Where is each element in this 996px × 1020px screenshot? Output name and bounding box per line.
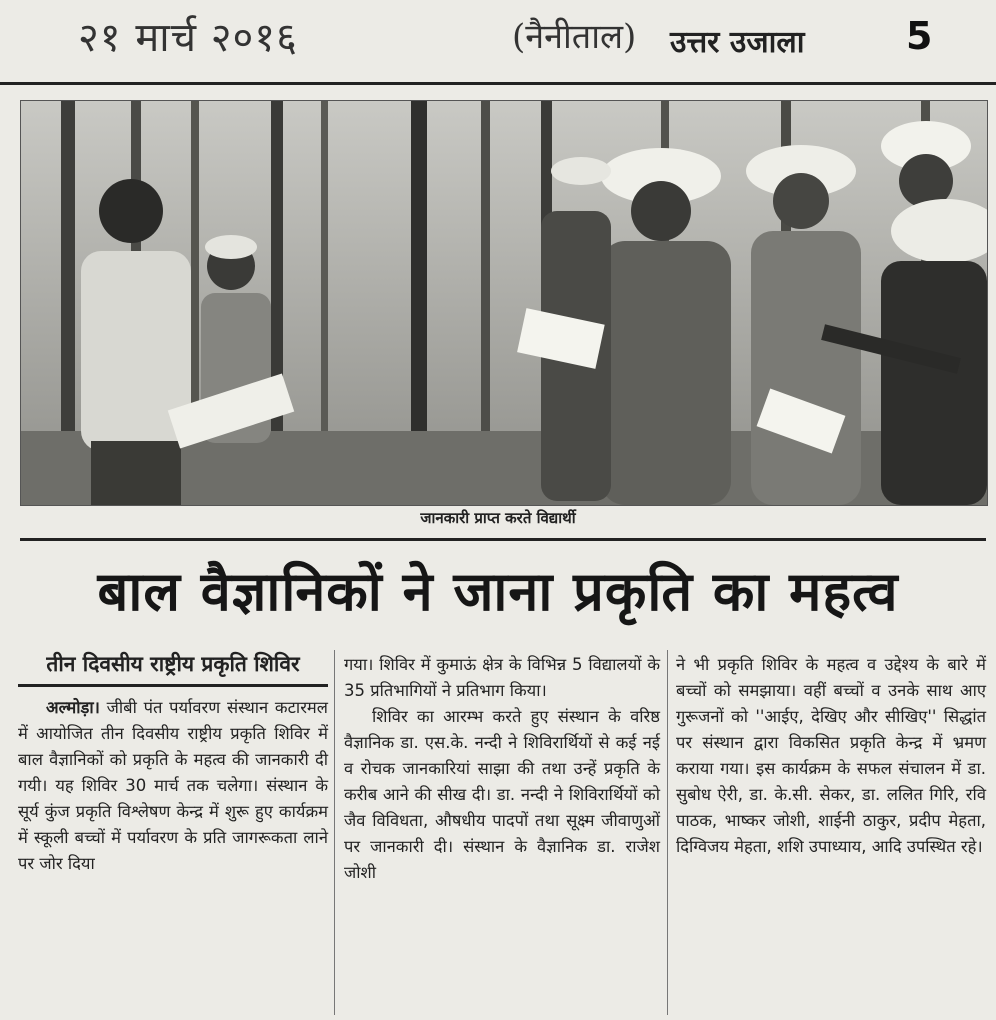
- column-divider: [334, 650, 335, 1015]
- column-1-text: जीबी पंत पर्यावरण संस्थान कटारमल में आयोजित तीन दिवसीय राष्ट्रीय प्रकृति शिविर में बाल वैज्ञानिकों को प्रकृति के महत्व की जानकारी दी गयी। यह शिविर 30 मार्च तक चलेगा। संस्थान के सूर्य कुंज प्रकृति विश्लेषण केन्द्र में शुरू हुए कार्यक्रम में स्कूली बच्चों में पर्यावरण के प्रति जागरूकता लाने पर जोर दिया: [18, 698, 328, 873]
- article-headline: बाल वैज्ञानिकों ने जाना प्रकृति का महत्व: [97, 560, 899, 623]
- headline-rule: [20, 538, 986, 541]
- newspaper-name: उत्तर उजाला: [670, 25, 805, 60]
- article-subhead: तीन दिवसीय राष्ट्रीय प्रकृति शिविर: [18, 648, 328, 687]
- masthead: [0, 0, 996, 85]
- photo-caption: जानकारी प्राप्त करते विद्यार्थी: [420, 509, 576, 527]
- news-photo: [20, 100, 988, 506]
- article-column-2: [344, 652, 660, 886]
- article-column-3: [676, 652, 986, 860]
- column-divider: [667, 650, 668, 1015]
- column-2-paragraph-2: शिविर का आरम्भ करते हुए संस्थान के वरिष्ठ वैज्ञानिक डा. एस.के. नन्दी ने शिविरार्थियों से कई नई व रोचक जानकारियां साझा की तथा उन्हें प्रकृति के करीब आने की सीख दी। डा. नन्दी ने शिविरार्थियों को जैव विविधता, औषधीय पादपों तथा सूक्ष्म जीवाणुओं पर जानकारी दी। संस्थान के वैज्ञानिक डा. राजेश जोशी: [344, 707, 660, 882]
- column-3-text: ने भी प्रकृति शिविर के महत्व व उद्देश्य के बारे में बच्चों को समझाया। वहीं बच्चों व उनके साथ आए गुरूजनों को ''आईए, देखिए और सीखिए'' सिद्धांत पर संस्थान द्वारा विकसित प्रकृति केन्द्र में भ्रमण कराया गया। इस कार्यक्रम के सफल संचालन में डा. सुबोध ऐरी, डा. के.सी. सेकर, डा. ललित गिरि, रवि पाठक, भाष्कर जोशी, शाईनी ठाकुर, प्रदीप मेहता, दिग्विजय मेहता, शशि उपाध्याय, आदि उपस्थित रहे।: [676, 655, 986, 856]
- dateline: अल्मोड़ा।: [46, 698, 100, 717]
- forest-students-photo-illustration: [21, 101, 987, 505]
- page-number: 5: [906, 14, 933, 58]
- article-column-1: [18, 648, 328, 877]
- handwritten-date: २१ मार्च २०१६: [78, 15, 298, 61]
- handwritten-place: (नैनीताल): [512, 17, 637, 57]
- column-2-paragraph-1: गया। शिविर में कुमाऊं क्षेत्र के विभिन्न 5 विद्यालयों के 35 प्रतिभागियों ने प्रतिभाग किया।: [344, 655, 660, 700]
